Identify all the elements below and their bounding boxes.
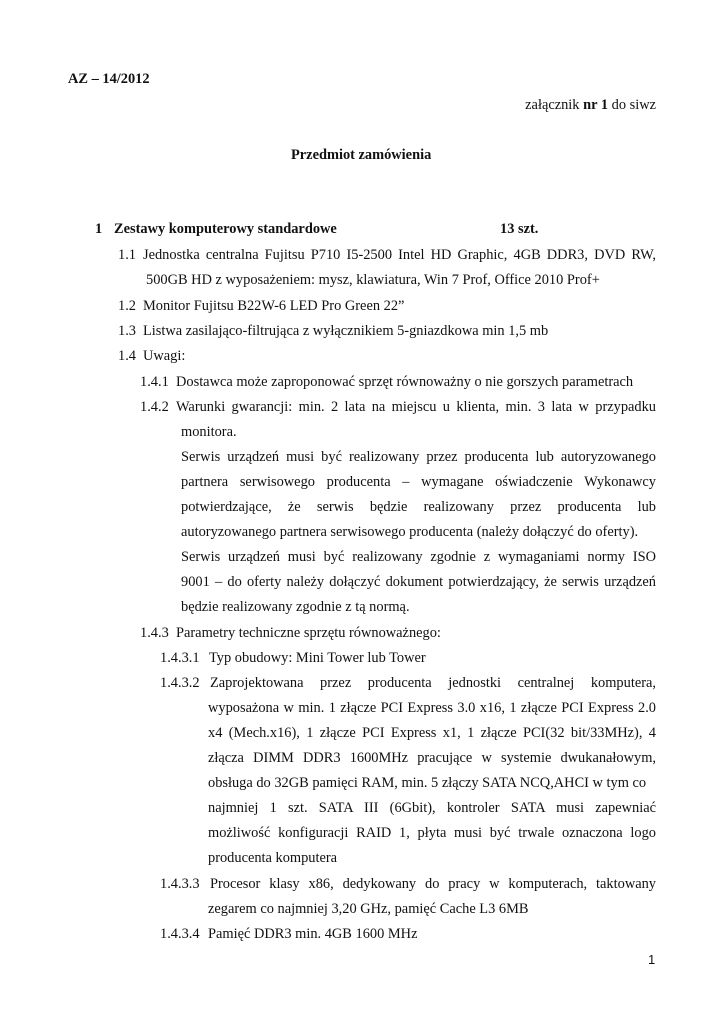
item-1-4-1-number: 1.4.1 <box>140 374 169 390</box>
item-1-4-3-2-line: złącza DIMM DDR3 1600MHz pracujące w systemie dwukanałowym, <box>208 750 656 766</box>
item-1-1-number: 1.1 <box>118 247 136 263</box>
item-1-1-line-2: 500GB HD z wyposażeniem: mysz, klawiatura, Win 7 Prof, Office 2010 Prof+ <box>146 272 600 288</box>
item-1-4-3-2-line: Zaprojektowana przez producenta jednostki centralnej komputera, <box>210 675 656 691</box>
item-1-4-3-number: 1.4.3 <box>140 625 169 641</box>
item-1-4-3-4-number: 1.4.3.4 <box>160 926 200 942</box>
item-1-4-3-3-line: Procesor klasy x86, dedykowany do pracy w komputerach, taktowany <box>210 876 656 892</box>
item-1-4-2-number: 1.4.2 <box>140 399 169 415</box>
item-1-4-3-2-line: x4 (Mech.x16), 1 złącze PCI Express x1, 1 złącze PCI(32 bit/33MHz), 4 <box>208 725 656 741</box>
item-1-3-text: Listwa zasilająco-filtrująca z wyłącznikiem 5-gniazdkowa min 1,5 mb <box>143 323 549 339</box>
item-1-4-3-2-line: producenta komputera <box>208 850 338 866</box>
attachment-suffix: do siwz <box>608 97 656 113</box>
item-1-4-3-2-line: możliwość konfiguracji RAID 1, płyta musi być trwale oznaczona logo <box>208 825 656 841</box>
attachment-prefix: załącznik <box>525 97 584 113</box>
item-1-4-3-2-number: 1.4.3.2 <box>160 675 200 691</box>
attachment-number: nr 1 <box>583 97 609 113</box>
item-1-3-number: 1.3 <box>118 323 136 339</box>
section-1-quantity: 13 szt. <box>500 221 539 237</box>
item-1-4-2-line: Warunki gwarancji: min. 2 lata na miejscu u klienta, min. 3 lata w przypadku <box>176 399 656 415</box>
attachment-label <box>525 96 656 114</box>
item-1-4-2-line: monitora. <box>181 424 237 440</box>
section-1-number: 1 <box>95 221 103 237</box>
item-1-4-3-3-line: zegarem co najmniej 3,20 GHz, pamięć Cache L3 6MB <box>208 901 529 917</box>
section-1-heading: Zestawy komputerowy standardowe <box>114 221 337 237</box>
item-1-4-3-1-text: Typ obudowy: Mini Tower lub Tower <box>209 650 426 666</box>
item-1-4-3-2-line: najmniej 1 szt. SATA III (6Gbit), kontroler SATA musi zapewniać <box>208 800 656 816</box>
item-1-2-text: Monitor Fujitsu B22W-6 LED Pro Green 22” <box>143 298 405 314</box>
item-1-4-text: Uwagi: <box>143 348 186 364</box>
item-1-4-2-line: autoryzowanego partnera serwisowego producenta (należy dołączyć do oferty). <box>181 524 639 540</box>
item-1-4-3-1-number: 1.4.3.1 <box>160 650 200 666</box>
page-number: 1 <box>648 952 656 967</box>
item-1-4-number: 1.4 <box>118 348 136 364</box>
item-1-4-2-line: Serwis urządzeń musi być realizowany zgodnie z wymaganiami normy ISO <box>181 549 656 565</box>
item-1-4-2-line: potwierdzające, że serwis będzie realizowany przez producenta lub <box>181 499 656 515</box>
item-1-4-2-line: będzie realizowany zgodnie z tą normą. <box>181 599 410 615</box>
item-1-4-3-2-line: wyposażona w min. 1 złącze PCI Express 3.0 x16, 1 złącze PCI Express 2.0 <box>208 700 656 716</box>
item-1-4-2-line: 9001 – do oferty należy dołączyć dokument potwierdzający, że serwis urządzeń <box>181 574 656 590</box>
item-1-4-3-2-line: obsługa do 32GB pamięci RAM, min. 5 złączy SATA NCQ,AHCI w tym co <box>208 775 647 791</box>
item-1-4-1-text: Dostawca może zaproponować sprzęt równoważny o nie gorszych parametrach <box>176 374 634 390</box>
item-1-2-number: 1.2 <box>118 298 136 314</box>
document-reference: AZ – 14/2012 <box>68 71 150 87</box>
item-1-4-2-line: Serwis urządzeń musi być realizowany przez producenta lub autoryzowanego <box>181 449 656 465</box>
item-1-1-line-1: Jednostka centralna Fujitsu P710 I5-2500 Intel HD Graphic, 4GB DDR3, DVD RW, <box>143 247 656 263</box>
item-1-4-3-text: Parametry techniczne sprzętu równoważnego: <box>176 625 441 641</box>
page-title: Przedmiot zamówienia <box>291 147 432 163</box>
item-1-4-3-3-number: 1.4.3.3 <box>160 876 200 892</box>
item-1-4-3-4-text: Pamięć DDR3 min. 4GB 1600 MHz <box>208 926 418 942</box>
item-1-4-2-line: partnera serwisowego producenta – wymagane oświadczenie Wykonawcy <box>181 474 656 490</box>
